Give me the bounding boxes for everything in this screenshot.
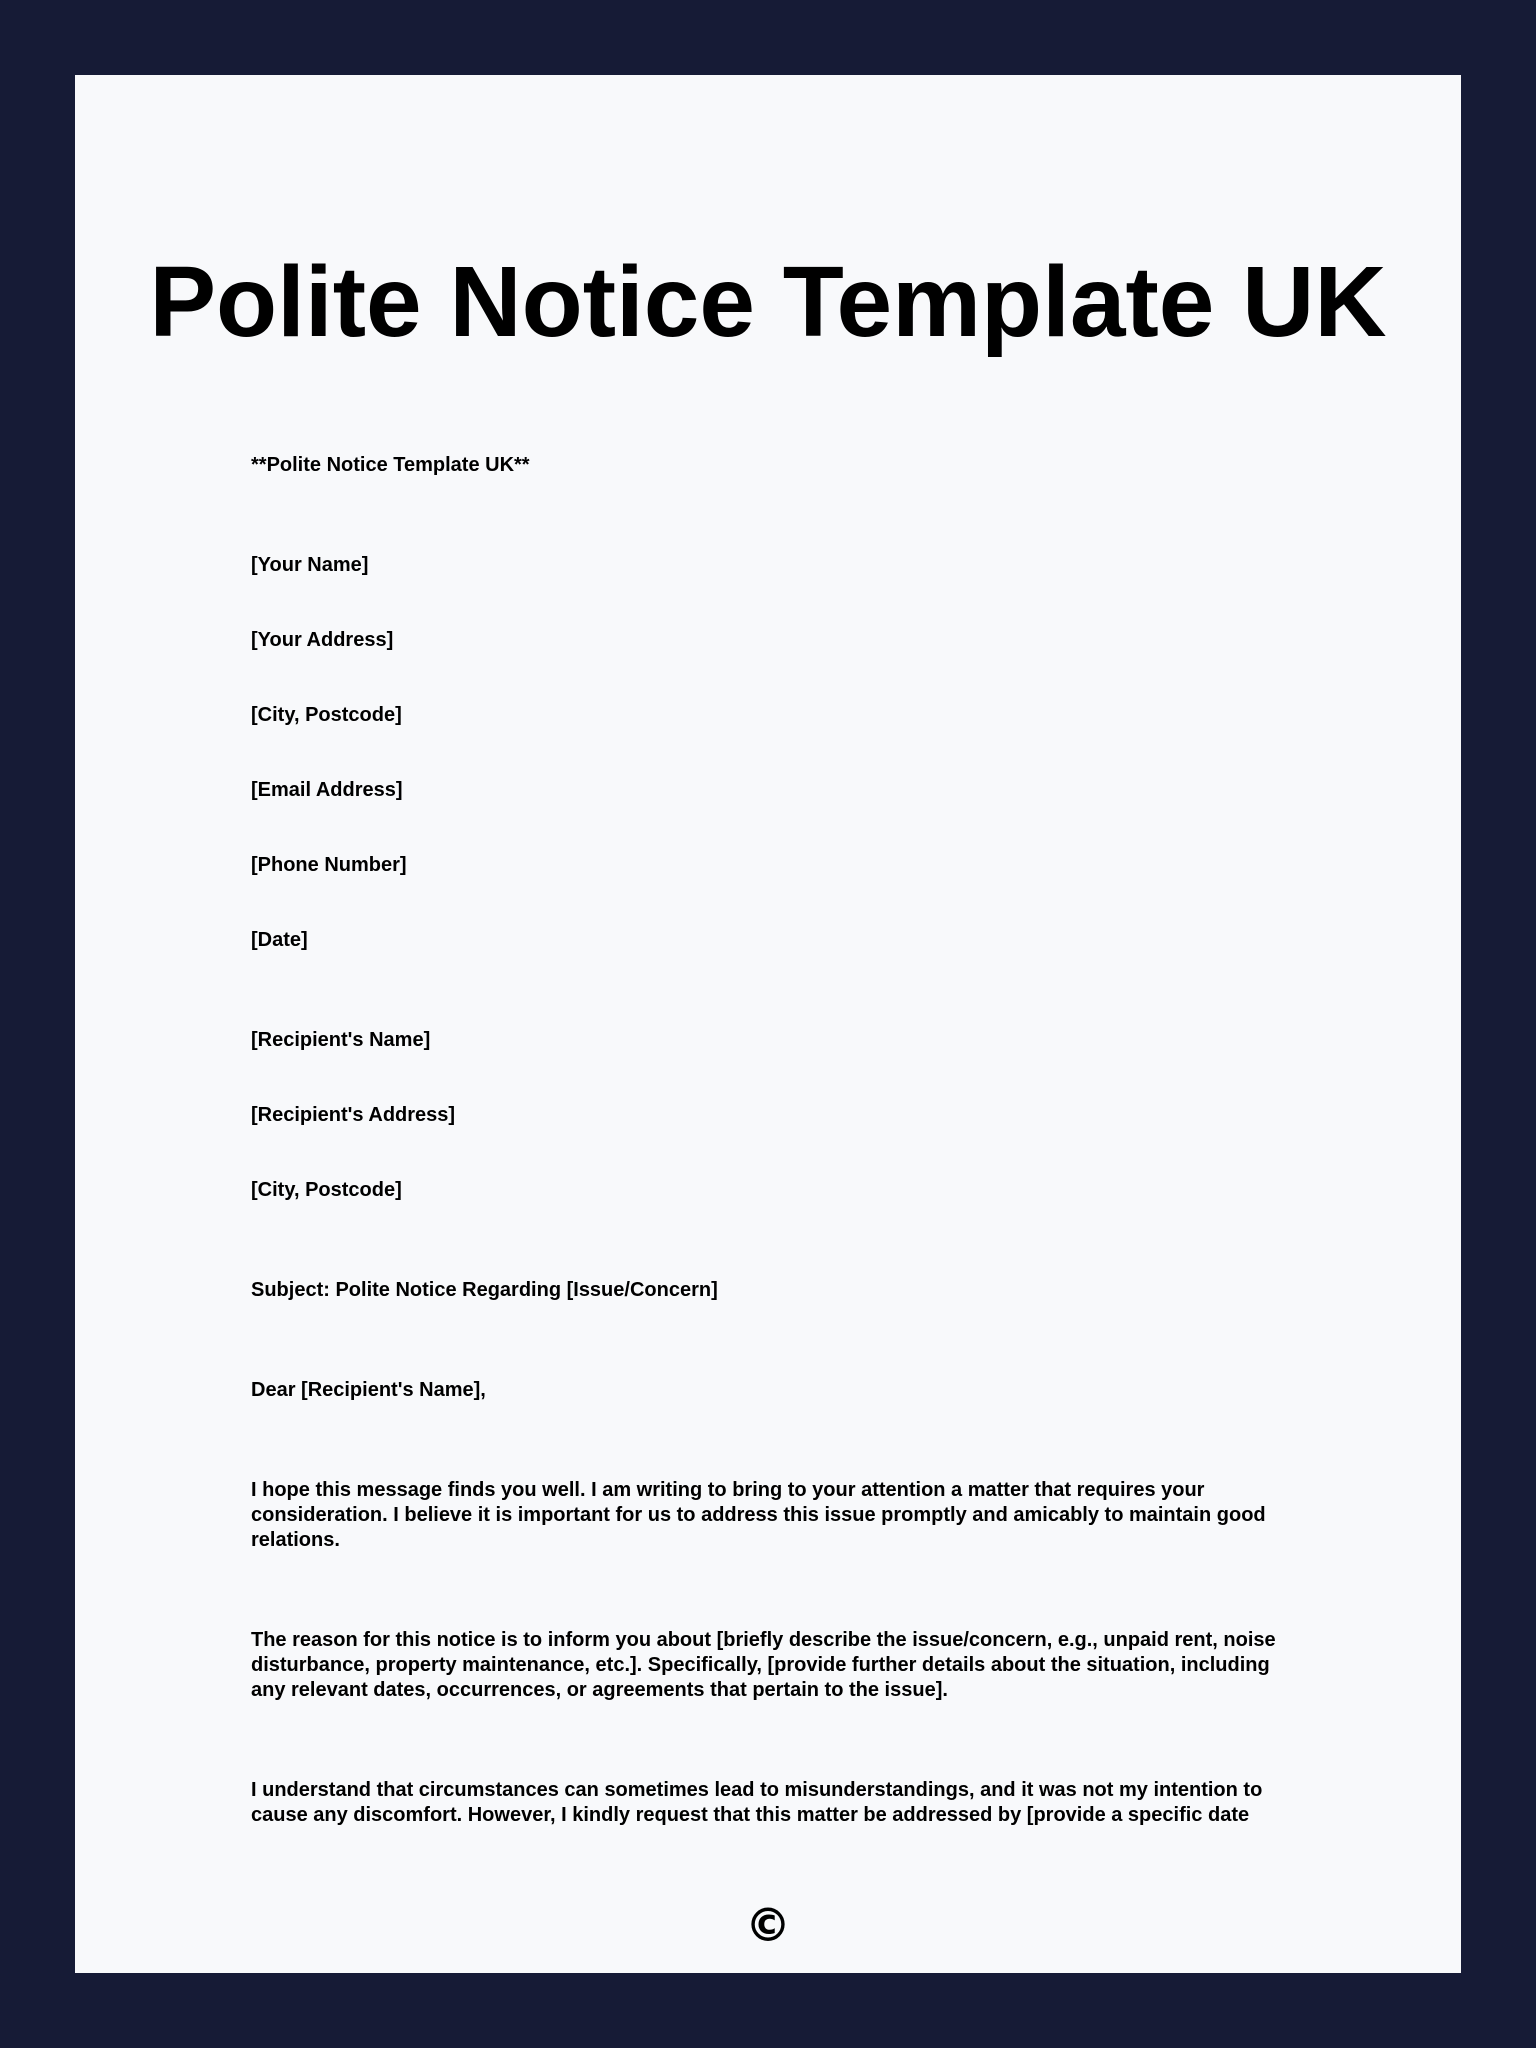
recipient-address: [Recipient's Address] — [251, 1104, 456, 1126]
recipient-name: [Recipient's Name] — [251, 1029, 431, 1051]
body-paragraph: I hope this message finds you well. I am writing to bring to your attention a matter that requires your consideration. I believe it is important for us to address this issue promptly and amicably to maintain good relations. — [251, 1479, 1266, 1551]
letter-salutation: Dear [Recipient's Name], — [251, 1379, 486, 1401]
letter-date: [Date] — [251, 929, 308, 951]
copyright-icon: © — [745, 1898, 791, 1952]
document-title: Polite Notice Template UK — [149, 246, 1387, 358]
sender-email: [Email Address] — [251, 779, 403, 801]
body-paragraph: I understand that circumstances can sometimes lead to misunderstandings, and it was not my intention to cause any discomfort. However, I kindly request that this matter be addressed by [provide a specific date — [251, 1779, 1263, 1826]
sender-address: [Your Address] — [251, 629, 394, 651]
recipient-city-postcode: [City, Postcode] — [251, 1179, 402, 1201]
sender-name: [Your Name] — [251, 554, 369, 576]
sender-city-postcode: [City, Postcode] — [251, 704, 402, 726]
document-page — [75, 75, 1461, 1973]
letter-heading: **Polite Notice Template UK** — [251, 454, 530, 476]
letter-body — [251, 453, 1285, 1833]
letter-subject: Subject: Polite Notice Regarding [Issue/Concern] — [251, 1279, 718, 1301]
body-paragraph: The reason for this notice is to inform you about [briefly describe the issue/concern, e.g., unpaid rent, noise disturbance, property maintenance, etc.]. Specifically, [provide further details about the situation, including any relevant dates, occurrences, or agreements that pertain to the issue]. — [251, 1629, 1276, 1701]
sender-phone: [Phone Number] — [251, 854, 407, 876]
